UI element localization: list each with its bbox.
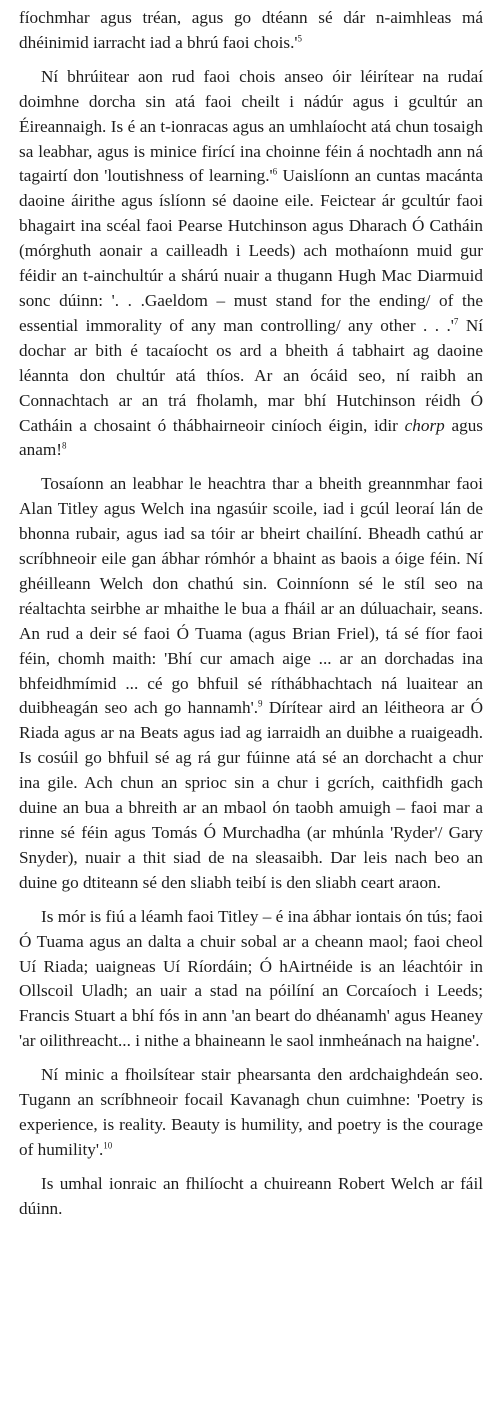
footnote-marker: 7	[453, 316, 459, 327]
body-text	[19, 6, 483, 1222]
paragraph	[19, 1063, 483, 1163]
text-run: Dírítear aird an léitheora ar Ó Riada agus ar na Beats agus iad ag iarraidh an duibhe a ruaigeadh. Is cosúil go bhfuil sé ag rá gur fúinne atá sé an dorchacht a chur ina gile. Ach chun an sprioc sin a chur i gcrích, caithfidh gach duine an bua a bhreith ar an mbaol ón taobh amuigh – faoi mar a rinne sé féin agus Tomás Ó Murchadha (ar mhúnla 'Ryder'/ Gary Snyder), nuair a thit siad de na sleasaibh. Dar leis nach beo an duine go dtiteann sé den sliabh teibí is den sliabh ceart araon.	[19, 698, 483, 892]
paragraph	[19, 472, 483, 895]
paragraph	[19, 6, 483, 56]
text-run: Is mór is fiú a léamh faoi Titley – é ina ábhar iontais ón tús; faoi Ó Tuama agus an dalta a chuir sobal ar a cheann maol; faoi cheol Uí Riada; uaigneas Uí Ríordáin; Ó hAirtnéide is an léachtóir in Ollscoil Uladh; an uair a stad na póilíní an Corcaíoch i Leeds; Francis Stuart a bhí fós in ann 'an beart do dhéanamh' agus Heaney 'ar oilithreacht... i nithe a bhaineann le saol inmheánach na haigne'.	[19, 906, 483, 1051]
text-run: Ní minic a fhoilsítear stair phearsanta den ardchaighdeán seo. Tugann an scríbhneoir focail Kavanagh chun cuimhne: 'Poetry is experience, is reality. Beauty is humility, and poetry is the courage of humility'.	[19, 1065, 483, 1159]
italic-text: chorp	[404, 415, 445, 435]
text-run: Ní dochar ar bith é tacaíocht os ard a bheith á tabhairt ag daoine léannta don chultúr atá thíos. Ar an ócáid seo, ní raibh an Connachtach ar an trá fholamh, mar bhí Hutchinson réidh Ó Catháin a chosaint ó thábhairneoir ciníoch éigin, idir	[19, 315, 484, 435]
footnote-marker: 5	[297, 33, 302, 44]
footnote-marker: 10	[103, 1140, 113, 1151]
text-run: fíochmhar agus tréan, agus go dtéann sé dár n-aimhleas má dhéinimid iarracht iad a bhrú faoi chois.'	[19, 8, 483, 52]
paragraph	[19, 65, 483, 464]
text-run: Uaislíonn an cuntas macánta daoine áirithe agus íslíonn sé daoine eile. Feictear ár gcultúr faoi bhagairt ina scéal faoi Pearse Hutchinson agus Dharach Ó Catháin (mórghuth aonair a cailleadh i Leeds) ach mothaíonn muid gur féidir an t-ainchultúr a shárú nuair a thugann Hugh Mac Diarmuid sonc dúinn: '. . .Gaeldom – must stand for the ending/ of the essential immorality of any man controlling/ any other . . .'	[19, 166, 483, 335]
text-run: Ní bhrúitear aon rud faoi chois anseo óir léirítear na rudaí doimhne dorcha sin atá faoi cheilt i nádúr agus i gcultúr an Éireannaigh. Is é an t-ionracas agus an umhlaíocht atá chun tosaigh sa leabhar, agus is minice firící ina choinne féin á nochtadh ann ná tagairtí don 'loutishness of learning.'	[19, 66, 483, 186]
footnote-marker: 6	[272, 166, 278, 177]
text-run: Tosaíonn an leabhar le heachtra thar a bheith greannmhar faoi Alan Titley agus Welch ina ngasúir scoile, iad i gcúl leoraí lán de bhonna rubair, agus iad sa tóir ar bheirt chailíní. Bheadh cathú ar scríbhneoir eile gan ábhar rómhór a bhaint as baois a óige féin. Ní ghéilleann Welch don chathú sin. Coinníonn sé le stíl seo na réaltachta seirbhe ar mhaithe le bua a fháil ar an dúluachair, seans. An rud a deir sé faoi Ó Tuama (agus Brian Friel), tá sé fíor faoi féin, chomh maith: 'Bhí cur amach aige ... ar an dorchadas ina bhfeidhmímid ... cé go bhfuil sé ríthábhachtach ná luaitear an duibheagán seo ach go hannamh'.	[19, 474, 483, 718]
footnote-marker: 8	[61, 440, 67, 451]
text-run: agus anam!	[19, 415, 483, 460]
paragraph	[19, 1172, 483, 1222]
footnote-marker: 9	[258, 698, 263, 709]
paragraph	[19, 905, 483, 1054]
text-run: Is umhal ionraic an fhilíocht a chuireann Robert Welch ar fáil dúinn.	[19, 1173, 483, 1218]
